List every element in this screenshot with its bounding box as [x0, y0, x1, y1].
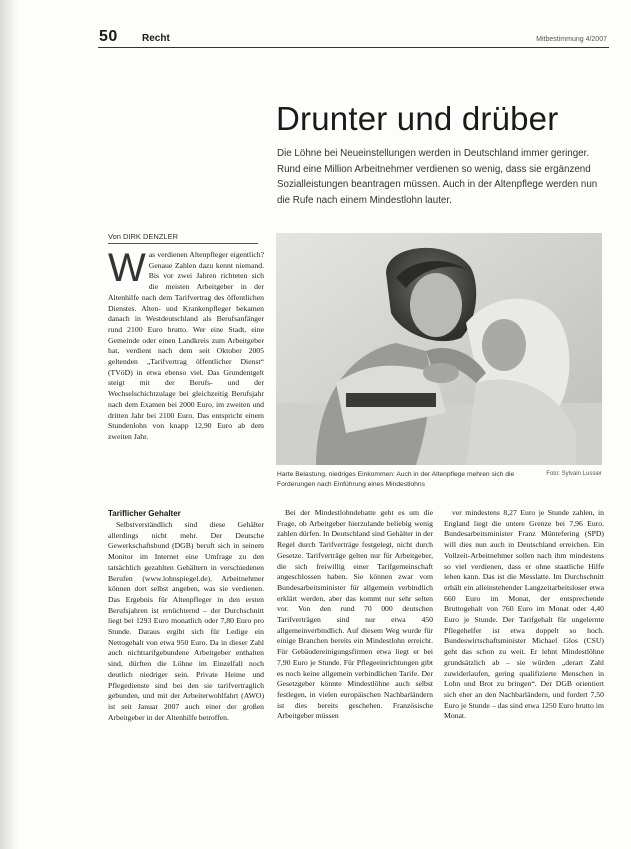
- page-number: 50: [99, 28, 118, 45]
- article-photo: [276, 233, 602, 465]
- drop-cap: W: [108, 250, 146, 290]
- scan-edge-shadow: [0, 0, 18, 849]
- body-column-3: ver mindestens 8,27 Euro je Stunde zahlen, in England liegt die untere Grenze bei 7,96 Euro. Bundesarbeitsminister Franz Müntefering (SPD) will dies nun auch in Deutschland erreichen. Ein Vollzeit-Arbeitnehmer sollen nach ihm mindestens so viel verdienen, dass er ohne staatliche Hilfe leben kann. Das ist die Messlatte. Im Durchschnitt erhält ein alleinstehender Langzeitarbeitsloser etwa 660 Euro im Monat, der entsprechende Bruttogehalt von 760 Euro im Monat oder 4,40 Euro je Stunde. Der Tarifgehalt für ungelernte Pflegehelfer ist etwa doppelt so hoch. Bundeswirtschaftsminister Michael Glos (CSU) geht das schon zu weit. Er lehnt Mindestlöhne grundsätzlich ab – sie würden „derart Zahl zuwiderlaufen, gering qualifizierte Menschen in Lohn und Brot zu bringen“. Der DGB orientiert sich eher an den Nachbarländern, und fordert 7,50 Euro je Stunde – das sind etwa 1250 Euro brutto im Monat.: [444, 508, 604, 721]
- body-column-2: Bei der Mindestlohndebatte geht es um die Frage, ob Arbeitgeber hierzulande beliebig wenig zahlen dürfen. In Deutschland sind Gehälter in der Regel durch Tarifverträge festgelegt, nicht durch Gesetze. Tarifverträge gelten nur für Arbeitgeber, die sich freiwillig einer Tarifgemeinschaft angeschlossen haben. Sie können zwar vom Bundesarbeitsminister für allgemein verbindlich erklärt werden, aber das kommt nur sehr selten vor. Von den rund 70 000 deutschen Tarifverträgen sind nur etwa 450 allgemeinverbindlich. Auf diesem Weg wurde für einige Branchen bereits ein Mindestlohn erreicht. Für Gebäudereinigungsfirmen etwa liegt er bei 7,90 Euro je Stunde. Für Pflegeeinrichtungen gibt es noch keine allgemein verbindlichen Tarife. Der Gesetzgeber könnte Mindestlöhne auch selbst festlegen, in vielen europäischen Nachbarländern ist dies bereits geschehen. Französische Arbeitgeber müssen: [277, 508, 433, 721]
- intro-text: as verdienen Altenpfleger eigentlich? Genaue Zahlen dazu kennt niemand. Bis vor zwei Jahren richteten sich die meisten Arbeitgeber in der Altenhilfe nach dem Tarifvertrag des öffentlichen Dienstes. Alten- und Krankenpfleger bekamen danach in Westdeutschland als Berufsanfänger rund 2100 Euro brutto. Wer eine Stadt, eine Gemeinde oder einen Landkreis zum Arbeitgeber hat, verdient nach dem seit Oktober 2005 geltenden „Tarifvertrag öffentlicher Dienst“ (TVöD) in etwa ebenso viel. Das Grundentgelt steigt mit der Berufs- und der Wechselschichtzulage bei gleichzeitig Berufsjahr nach dem Examen bei 2000 Euro, im zweiten und dritten Jahr bei 2100 Euro. Das entspricht einem Stundenlohn von knapp 12,90 Euro ab dem zweiten Jahr.: [108, 250, 264, 441]
- article-lede: Die Löhne bei Neueinstellungen werden in Deutschland immer geringer. Rund eine Million Arbeitnehmer verdienen so wenig, dass sie ergänzend Sozialleistungen beantragen müssen. Auch in der Altenpflege werden nun die Rufe nach einem Mindestlohn lauter.: [277, 148, 598, 206]
- intro-paragraph: [108, 250, 264, 500]
- photo-caption: [277, 470, 602, 489]
- section-label: Recht: [142, 33, 170, 44]
- body-column-1: Selbstverständlich sind diese Gehälter allerdings nicht mehr. Der Deutsche Gewerkschaftsbund (DGB) beruft sich in seinem Monitor im Internet eine Umfrage zu den tatsächlich gezahlten Gehältern in verschiedenen Berufen (www.lohnspiegel.de). Arbeitnehmer können dort selbst angeben, was sie verdienen. Das Ergebnis für Altenpfleger in den ersten Berufsjahren ist ernüchternd – der Durchschnitt liegt bei 1293 Euro monatlich oder 7,80 Euro pro Stunde. Daraus ergibt sich für Ledige ein Nettogehalt von etwa 950 Euro. Da in dieser Zahl auch nichttarifgebundene Arbeitgeber enthalten sind, dürften die Löhne im Einzelfall noch deutlich niedriger sein. Private Heime und Pflegedienste sind bei den sie tarifvertraglich gebunden, und mit der Arbeiterwohlfahrt (AWO) ist seit Januar 2007 auch einer der großen Arbeitgeber in der Altenhilfe betroffen.: [108, 520, 264, 722]
- issue-label: Mitbestimmung 4/2007: [536, 36, 607, 43]
- header-rule: [98, 47, 609, 48]
- photo-credit: Foto: Sylvain Lussier: [546, 471, 602, 477]
- article-title: Drunter und drüber: [276, 100, 559, 137]
- subheading: Tariflicher Gehalter: [108, 509, 181, 518]
- caption-text: Harte Belastung, niedriges Einkommen: Auch in der Altenpflege mehren sich die Forderungen nach Einführung eines Mindestlohns: [277, 471, 515, 488]
- caregiver-photo-image: [276, 233, 602, 465]
- byline: Von DIRK DENZLER: [108, 232, 258, 244]
